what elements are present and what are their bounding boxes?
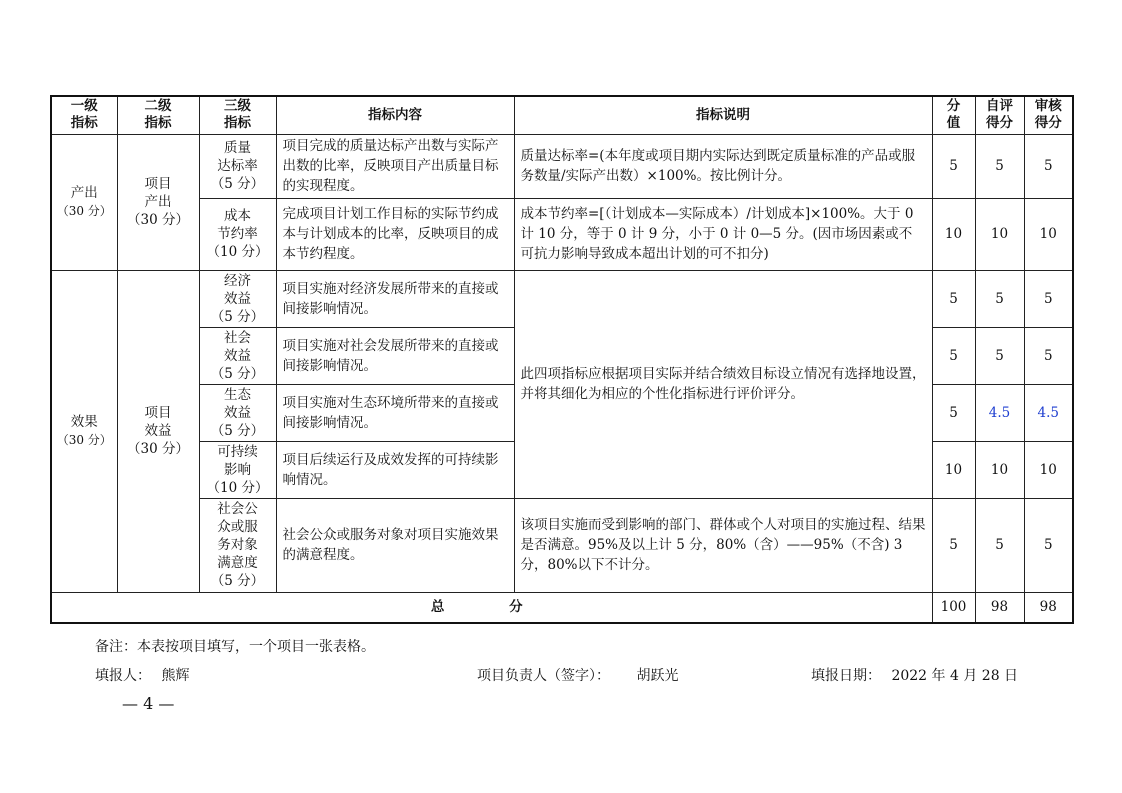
level3-cell: 成本 节约率 （10 分） [199,198,276,270]
leader-name: 胡跃光 [636,668,679,684]
table-row [51,498,1073,592]
total-self-score: 98 [975,592,1024,623]
date-label: 填报日期： [811,668,881,684]
header-audit-score: 审核 得分 [1024,96,1073,134]
level1-cell-output [51,134,117,270]
evaluation-table [50,95,1074,624]
audit-score-cell: 5 [1024,327,1073,384]
score-cell: 10 [932,198,975,270]
header-content: 指标内容 [276,96,514,134]
level3-cell: 社会 效益 （5 分） [199,327,276,384]
report-date: 2022 年 4 月 28 日 [891,668,1019,684]
footer-note: 备注：本表按项目填写，一个项目一张表格。 [95,639,375,655]
reporter-name: 熊辉 [161,668,190,684]
level1-score: （30 分） [56,433,112,447]
level1-cell-effect [51,270,117,592]
date-field [811,665,1018,685]
merged-explanation-cell: 此四项指标应根据项目实际并结合绩效目标设立情况有选择地设置，并将其细化为相应的个性化指标进行评价评分。 [514,270,932,498]
reporter-label: 填报人： [95,668,151,684]
header-score: 分 值 [932,96,975,134]
content-cell: 项目后续运行及成效发挥的可持续影响情况。 [276,441,514,498]
self-score-cell: 5 [975,134,1024,198]
score-cell: 5 [932,384,975,441]
score-cell: 10 [932,441,975,498]
total-label: 总 分 [51,592,932,623]
content-cell: 项目实施对社会发展所带来的直接或间接影响情况。 [276,327,514,384]
total-audit-score: 98 [1024,592,1073,623]
audit-score-cell: 4.5 [1024,384,1073,441]
explanation-cell: 该项目实施而受到影响的部门、群体或个人对项目的实施过程、结果是否满意。95%及以上计 5 分，80%（含）——95%（不含) 3 分，80%以下不计分。 [514,498,932,592]
level1-score: （30 分） [56,204,112,218]
leader-label: 项目负责人（签字）： [477,668,610,684]
content-cell: 项目实施对生态环境所带来的直接或间接影响情况。 [276,384,514,441]
total-row [51,592,1073,623]
level3-cell: 生态 效益 （5 分） [199,384,276,441]
audit-score-cell: 5 [1024,498,1073,592]
audit-score-cell: 5 [1024,270,1073,327]
level3-cell: 社会公 众或服 务对象 满意度 （5 分） [199,498,276,592]
self-score-cell: 5 [975,270,1024,327]
score-cell: 5 [932,498,975,592]
self-score-cell: 4.5 [975,384,1024,441]
table-row [51,270,1073,327]
self-score-cell: 5 [975,498,1024,592]
header-self-score: 自评 得分 [975,96,1024,134]
level3-cell: 经济 效益 （5 分） [199,270,276,327]
self-score-cell: 10 [975,441,1024,498]
reporter-field [95,665,189,685]
content-cell: 项目完成的质量达标产出数与实际产出数的比率，反映项目产出质量目标的实现程度。 [276,134,514,198]
header-row [51,96,1073,134]
audit-score-cell: 5 [1024,134,1073,198]
content-cell: 完成项目计划工作目标的实际节约成本与计划成本的比率，反映项目的成本节约程度。 [276,198,514,270]
score-cell: 5 [932,270,975,327]
explanation-cell: 质量达标率=(本年度或项目期内实际达到既定质量标准的产品或服务数量/实际产出数）×100%。按比例计分。 [514,134,932,198]
level3-cell: 质量 达标率 （5 分） [199,134,276,198]
level1-name: 效果 [70,414,98,430]
self-score-cell: 5 [975,327,1024,384]
score-cell: 5 [932,134,975,198]
content-cell: 社会公众或服务对象对项目实施效果的满意程度。 [276,498,514,592]
level3-cell: 可持续 影响 （10 分） [199,441,276,498]
level2-cell-effect: 项目 效益 （30 分） [117,270,199,592]
header-explanation: 指标说明 [514,96,932,134]
audit-score-cell: 10 [1024,198,1073,270]
header-level1: 一级 指标 [51,96,117,134]
leader-field [477,665,678,685]
header-level3: 三级 指标 [199,96,276,134]
level1-name: 产出 [70,185,98,201]
explanation-cell: 成本节约率=[（计划成本—实际成本）/计划成本]×100%。大于 0 计 10 分，等于 0 计 9 分，小于 0 计 0—5 分。(因市场因素或不可抗力影响导致成本超出计划的可不扣分) [514,198,932,270]
header-level2: 二级 指标 [117,96,199,134]
total-score: 100 [932,592,975,623]
table-row [51,134,1073,198]
page-number: — 4 — [122,694,175,713]
audit-score-cell: 10 [1024,441,1073,498]
content-cell: 项目实施对经济发展所带来的直接或间接影响情况。 [276,270,514,327]
level2-cell-output: 项目 产出 （30 分） [117,134,199,270]
score-cell: 5 [932,327,975,384]
self-score-cell: 10 [975,198,1024,270]
table-row [51,198,1073,270]
